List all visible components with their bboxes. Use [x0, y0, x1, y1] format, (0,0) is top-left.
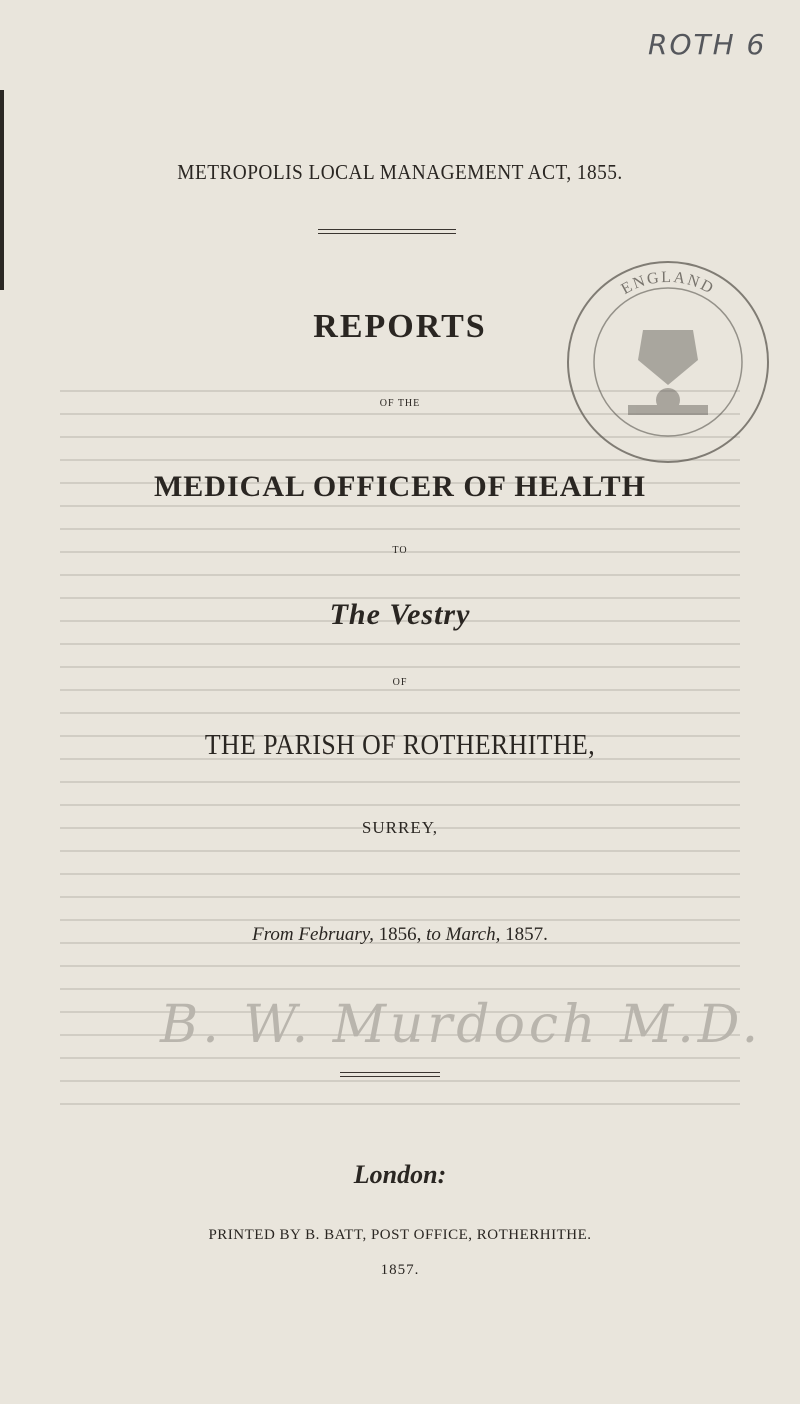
stamp-text: ENGLAND [618, 268, 718, 299]
report-period [0, 924, 800, 946]
svg-text:ENGLAND [618, 269, 717, 298]
place-of-printing: London: [353, 1160, 447, 1189]
period-from-year: 1856, [378, 924, 422, 945]
divider-bottom-1 [340, 1072, 440, 1073]
period-to-label: to March, [426, 924, 501, 945]
publication-year: 1857. [380, 1262, 420, 1278]
to-label: TO [392, 545, 408, 556]
parish-heading: THE PARISH OF ROTHERHITHE, [204, 730, 596, 761]
county-label: SURREY, [361, 818, 439, 837]
handwritten-signature: B. W. Murdoch M.D. [160, 995, 763, 1055]
act-title: METROPOLIS LOCAL MANAGEMENT ACT, 1855. [177, 160, 623, 184]
page-edge-shadow [0, 90, 4, 290]
period-to-year: 1857. [505, 924, 548, 945]
of-label: OF [392, 677, 408, 688]
printer-line: PRINTED BY B. BATT, POST OFFICE, ROTHERHITHE. [208, 1227, 592, 1243]
period-from-label: From February, [252, 924, 374, 945]
library-stamp-icon [548, 250, 788, 480]
catalogue-mark: ROTH 6 [648, 28, 767, 61]
divider-bottom-2 [340, 1076, 440, 1077]
medical-officer-heading: MEDICAL OFFICER OF HEALTH [153, 470, 646, 503]
of-the-label: OF THE [379, 398, 421, 409]
divider-top-2 [318, 233, 456, 234]
divider-top-1 [318, 229, 456, 230]
reports-heading: REPORTS [313, 308, 487, 345]
vestry-heading: The Vestry [329, 598, 471, 631]
